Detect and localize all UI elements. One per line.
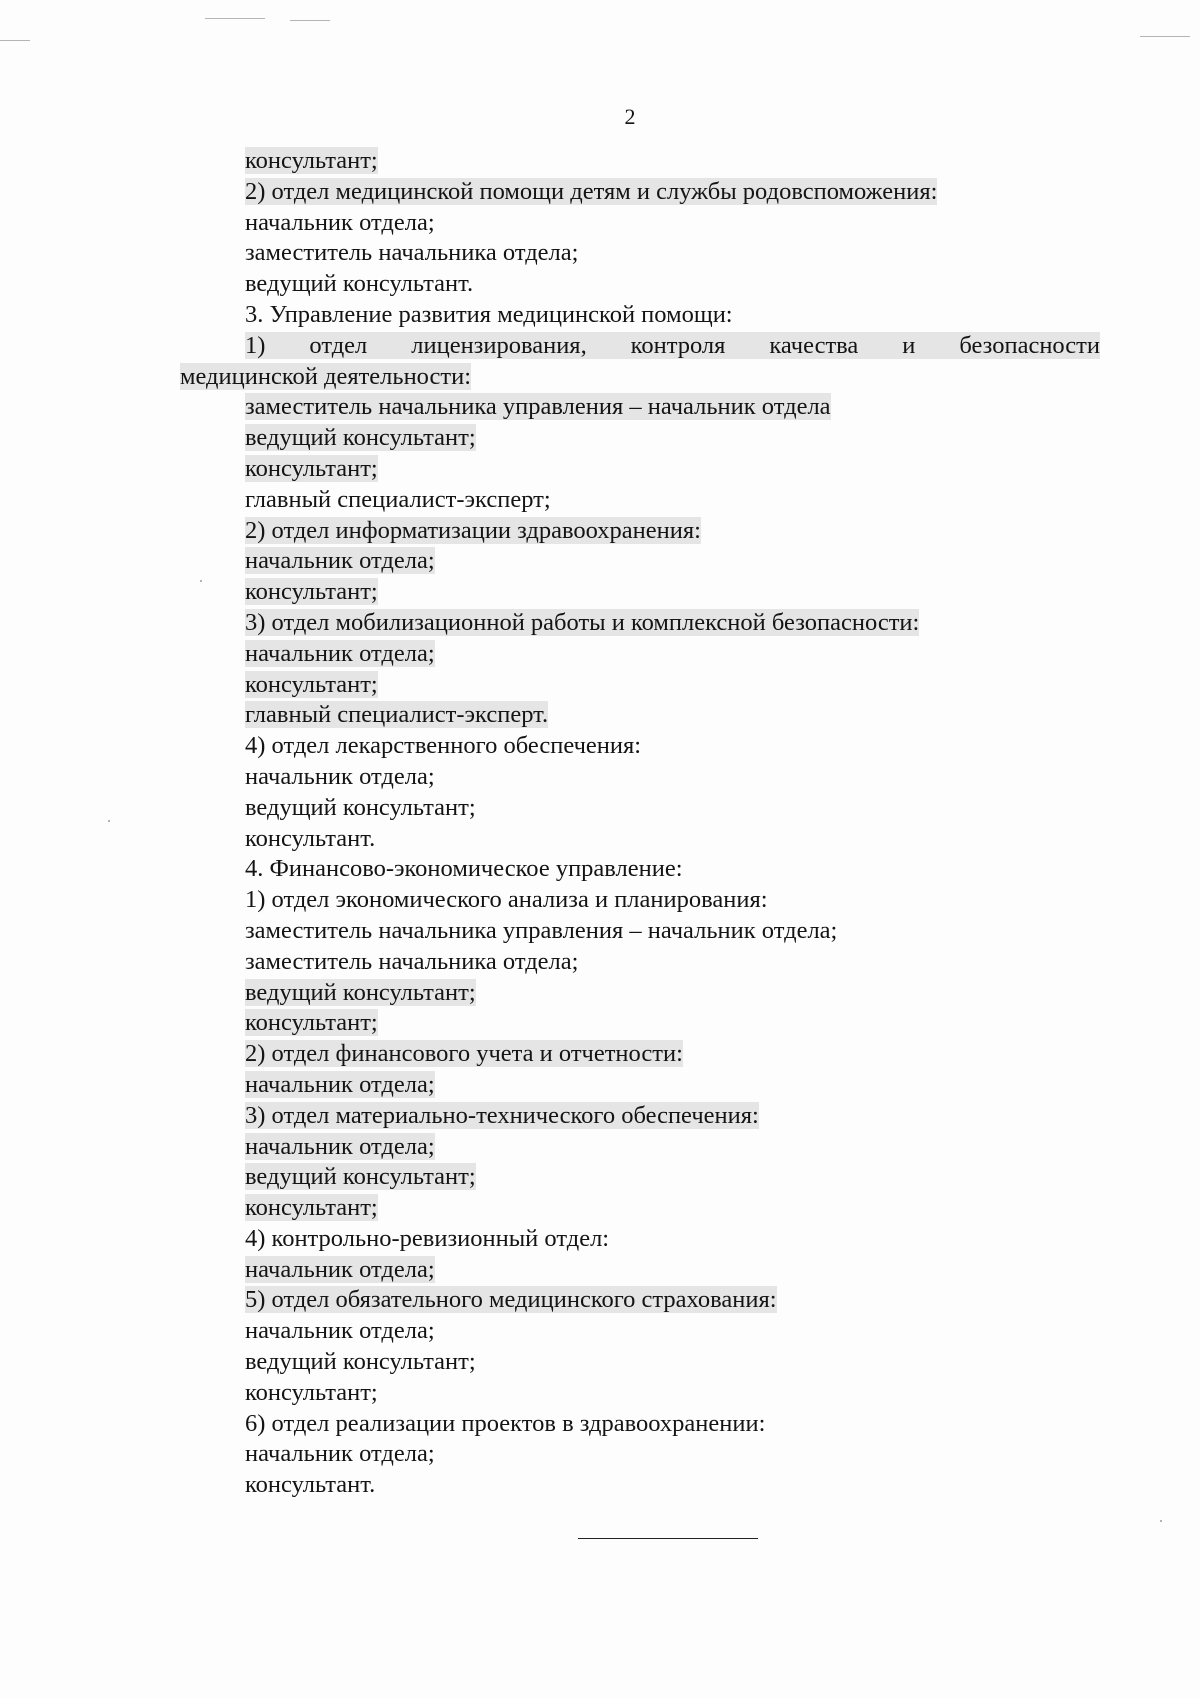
- document-line: [180, 1316, 1100, 1347]
- document-line: [180, 1285, 1100, 1316]
- scan-speck: [1160, 1520, 1162, 1522]
- document-line: [180, 731, 1100, 762]
- document-line-text: 2) отдел финансового учета и отчетности:: [245, 1040, 683, 1068]
- document-line: [180, 762, 1100, 793]
- document-line-text: консультант.: [245, 1471, 376, 1499]
- document-line: [180, 577, 1100, 608]
- document-line: [180, 1162, 1100, 1193]
- document-line: [180, 1070, 1100, 1101]
- document-line: [180, 978, 1100, 1009]
- document-body: [180, 146, 1100, 1501]
- document-line-text: 2) отдел медицинской помощи детям и службы родовспоможения:: [245, 177, 938, 205]
- document-line: [180, 1224, 1100, 1255]
- document-line: [180, 208, 1100, 239]
- document-line: [180, 608, 1100, 639]
- end-rule: [578, 1538, 758, 1539]
- document-line: [180, 1255, 1100, 1286]
- document-line-text: медицинской деятельности:: [180, 362, 472, 390]
- document-line-text: ведущий консультант;: [245, 1163, 476, 1191]
- document-line: [180, 516, 1100, 547]
- document-line-text: 3) отдел материально-технического обеспечения:: [245, 1101, 759, 1129]
- document-line: [180, 1039, 1100, 1070]
- document-line: [180, 885, 1100, 916]
- document-line: [180, 454, 1100, 485]
- document-line: [180, 485, 1100, 516]
- document-line: [180, 793, 1100, 824]
- document-line-text: ведущий консультант;: [245, 978, 476, 1006]
- document-line-text: начальник отдела;: [245, 1070, 435, 1098]
- document-line-text: 2) отдел информатизации здравоохранения:: [245, 516, 701, 544]
- document-line-text: ведущий консультант.: [245, 270, 474, 298]
- document-line-text: начальник отдела;: [245, 208, 435, 236]
- document-line-text: ведущий консультант;: [245, 424, 476, 452]
- document-line: [180, 1409, 1100, 1440]
- document-line-text: консультант;: [245, 1378, 378, 1406]
- document-line-text: начальник отдела;: [245, 1132, 435, 1160]
- document-line-text: заместитель начальника отдела;: [245, 239, 579, 267]
- document-line: [180, 1378, 1100, 1409]
- document-line-text: начальник отдела;: [245, 1317, 435, 1345]
- scan-artifact: [0, 40, 30, 41]
- document-line: [180, 177, 1100, 208]
- document-line-text: консультант;: [245, 1194, 378, 1222]
- document-line-text: заместитель начальника отдела;: [245, 947, 579, 975]
- document-line-text: 5) отдел обязательного медицинского страхования:: [245, 1286, 777, 1314]
- document-line-text: 4. Финансово-экономическое управление:: [245, 855, 683, 883]
- document-line-text: начальник отдела;: [245, 547, 435, 575]
- scan-artifact: [290, 20, 330, 21]
- document-line: [180, 423, 1100, 454]
- document-line: [180, 269, 1100, 300]
- document-line-text: начальник отдела;: [245, 1440, 435, 1468]
- document-line-text: заместитель начальника управления – начальник отдела;: [245, 916, 838, 944]
- document-line-text: 4) отдел лекарственного обеспечения:: [245, 732, 642, 760]
- document-line: [180, 700, 1100, 731]
- document-line: [180, 639, 1100, 670]
- document-line: [180, 1132, 1100, 1163]
- document-line: [180, 1347, 1100, 1378]
- document-line-text: начальник отдела;: [245, 762, 435, 790]
- document-line: [180, 546, 1100, 577]
- document-line-text: 1) отдел экономического анализа и планирования:: [245, 886, 768, 914]
- document-line-text: консультант;: [245, 454, 378, 482]
- document-line: [180, 916, 1100, 947]
- document-line-text: главный специалист-эксперт;: [245, 485, 551, 513]
- document-line: [180, 1008, 1100, 1039]
- scan-artifact: [1140, 36, 1190, 37]
- scan-artifact: [205, 18, 265, 19]
- document-line: [180, 331, 1100, 362]
- document-line-text: 4) контрольно-ревизионный отдел:: [245, 1224, 610, 1252]
- document-line-text: начальник отдела;: [245, 639, 435, 667]
- scan-speck: [108, 820, 110, 822]
- document-line: [180, 146, 1100, 177]
- document-line: [180, 1470, 1100, 1501]
- document-line-text: консультант;: [245, 147, 378, 174]
- document-line: [180, 947, 1100, 978]
- document-line: [180, 1193, 1100, 1224]
- document-line: [180, 854, 1100, 885]
- document-line-text: консультант.: [245, 824, 376, 852]
- document-line-text: 1) отдел лицензирования, контроля качества и безопасности: [245, 331, 1100, 359]
- page-number: 2: [624, 104, 636, 129]
- document-line-text: заместитель начальника управления – начальник отдела: [245, 393, 831, 421]
- document-line-text: консультант;: [245, 1009, 378, 1037]
- document-line: [180, 392, 1100, 423]
- document-line: [180, 362, 1100, 393]
- document-line: [180, 238, 1100, 269]
- document-line: [180, 670, 1100, 701]
- document-line: [180, 1101, 1100, 1132]
- document-line-text: ведущий консультант;: [245, 1348, 476, 1376]
- document-line: [180, 300, 1100, 331]
- document-line-text: консультант;: [245, 578, 378, 606]
- document-line-text: 6) отдел реализации проектов в здравоохранении:: [245, 1409, 766, 1437]
- document-line-text: консультант;: [245, 670, 378, 698]
- document-line-text: 3. Управление развития медицинской помощи:: [245, 300, 733, 328]
- document-line-text: начальник отдела;: [245, 1255, 435, 1283]
- document-line-text: ведущий консультант;: [245, 793, 476, 821]
- document-line-text: главный специалист-эксперт.: [245, 701, 549, 729]
- document-line: [180, 824, 1100, 855]
- document-line-text: 3) отдел мобилизационной работы и комплексной безопасности:: [245, 608, 920, 636]
- document-line: [180, 1439, 1100, 1470]
